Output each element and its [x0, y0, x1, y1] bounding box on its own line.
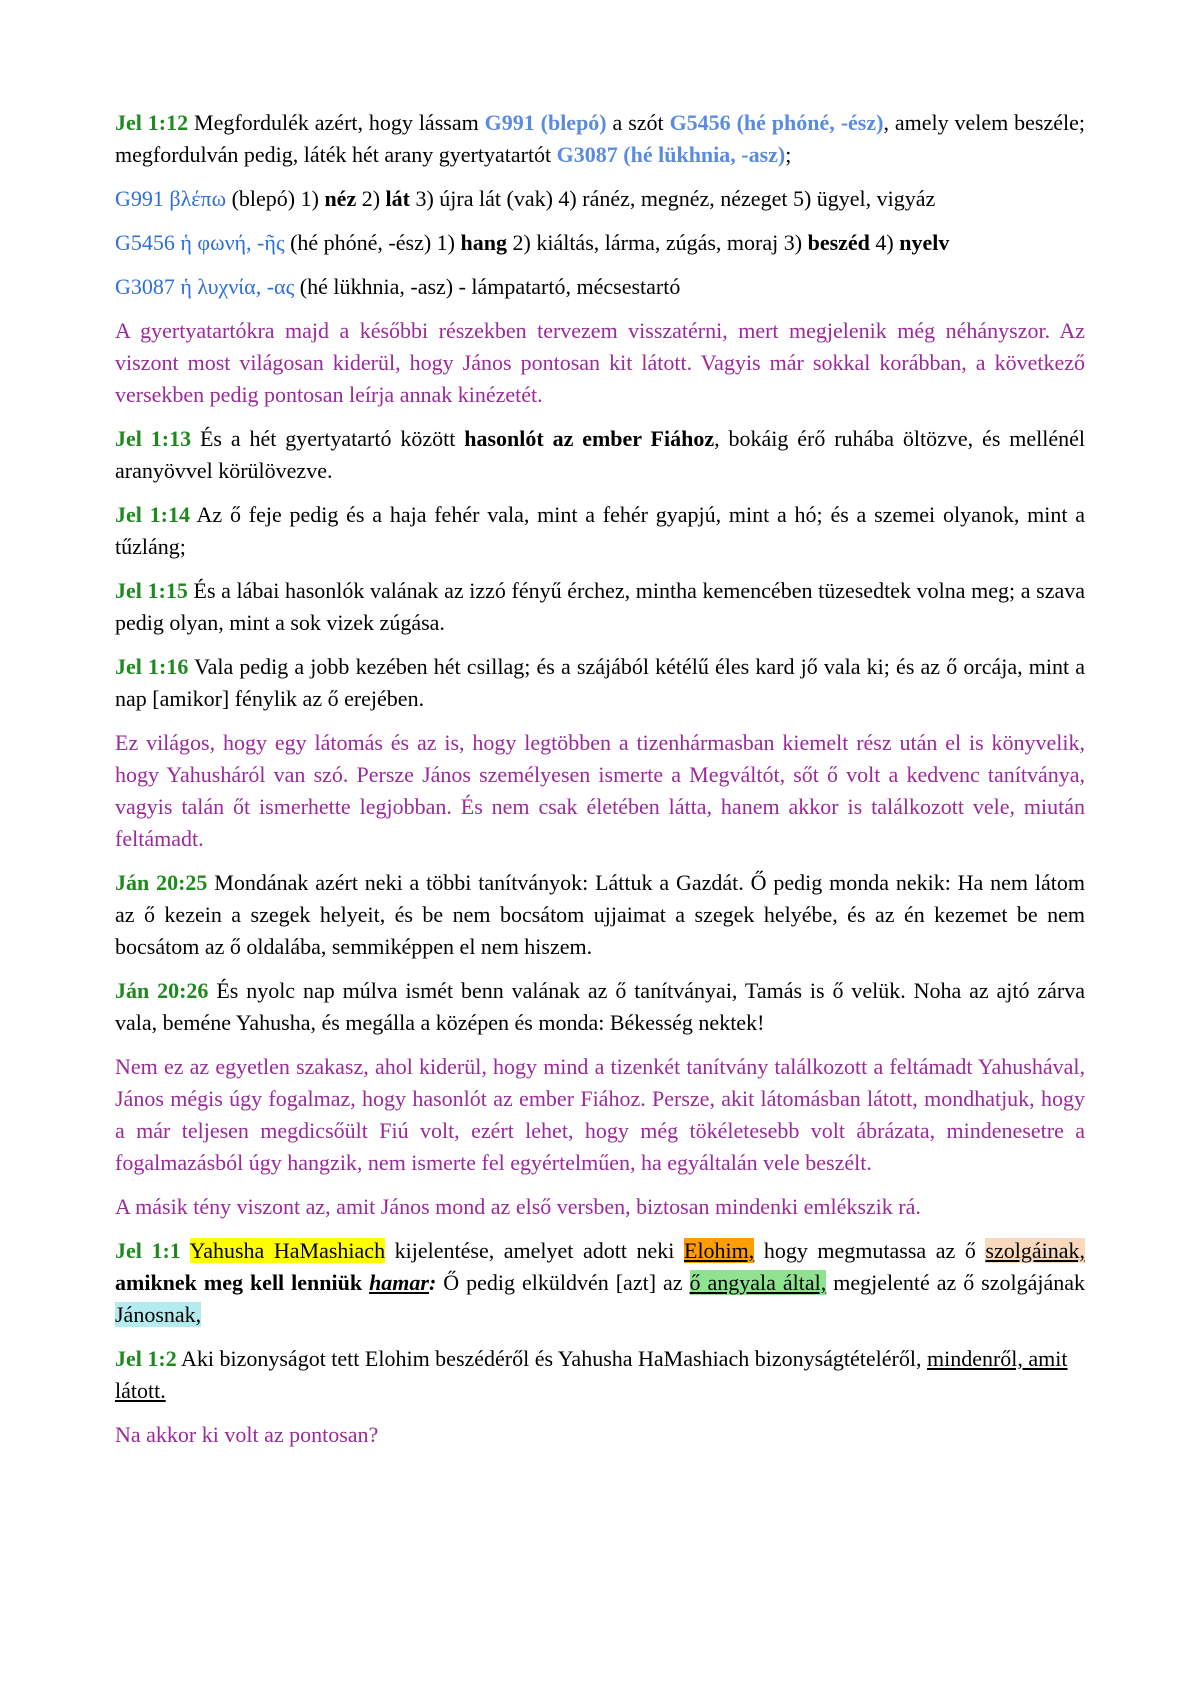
verse-paragraph — [115, 975, 1085, 1039]
verse-text: Vala pedig a jobb kezében hét csillag; és a szájából kétélű éles kard jő vala ki; és az ő orcája, mint a nap [amikor] fénylik az ő erejében. — [115, 654, 1086, 711]
definition-text: (blepó) 1) — [226, 186, 325, 211]
verse-paragraph — [115, 575, 1085, 639]
verse-paragraph — [115, 1343, 1085, 1407]
strongs-reference: G5456 (hé phóné, -ész) — [669, 110, 884, 135]
strongs-reference: G3087 (hé lükhnia, -asz) — [556, 142, 786, 167]
verse-paragraph — [115, 499, 1085, 563]
verse-reference: Jel 1:15 — [115, 578, 188, 603]
verse-paragraph — [115, 423, 1085, 487]
definition-text: 2) — [356, 186, 386, 211]
verse-text: kijelentése, amelyet adott neki — [385, 1238, 684, 1263]
definition-text: 3) újra lát (vak) 4) ránéz, megnéz, nézeget 5) ügyel, vigyáz — [409, 186, 936, 211]
commentary-paragraph: A másik tény viszont az, amit János mond az első versben, biztosan mindenki emlékszik rá. — [115, 1194, 921, 1219]
verse-text: Aki bizonyságot tett Elohim beszédéről és Yahusha HaMashiach bizonyságtételéről, — [176, 1346, 927, 1371]
verse-text: Mondának azért neki a többi tanítványok: Láttuk a Gazdát. Ő pedig monda nekik: Ha nem látom az ő kezein a szegek helyeit, és be nem bocsátom ujjaimat a szegek helyébe, és az én kezemet be nem bocsátom az ő oldalába, semmiképpen el nem hiszem. — [115, 870, 1085, 959]
strongs-code: G991 βλέπω — [115, 186, 227, 211]
lexicon-entry — [115, 271, 1085, 303]
lexicon-entry — [115, 227, 1085, 259]
verse-reference: Ján 20:25 — [115, 870, 208, 895]
verse-reference: Jel 1:14 — [115, 502, 190, 527]
verse-text: És a hét gyertyatartó között — [191, 426, 465, 451]
strongs-code: G3087 ἡ λυχνία, -ας — [115, 274, 295, 299]
verse-text: hogy megmutassa az ő — [754, 1238, 986, 1263]
commentary-paragraph: Nem ez az egyetlen szakasz, ahol kiderül, hogy mind a tizenkét tanítvány találkozott a feltámadt Yahushával, János mégis úgy fogalmaz, hogy hasonlót az ember Fiához. Persze, akit látomásban látott, mondhatjuk, hogy a már teljesen megdicsőült Fiú volt, ezért lehet, hogy még tökéletesebb volt ábrázata, mindenesetre a fogalmazásból úgy hangzik, nem ismerte fel egyértelműen, ha egyáltalán vele beszélt. — [115, 1054, 1085, 1175]
strongs-code: G5456 ἡ φωνή, -ῆς — [115, 230, 285, 255]
definition-text: 4) — [869, 230, 900, 255]
verse-bold-text: : — [428, 1270, 437, 1295]
definition-text: (hé lükhnia, -asz) - lámpatartó, mécsestartó — [294, 274, 681, 299]
definition-bold: nyelv — [899, 230, 950, 255]
verse-reference: Jel 1:13 — [115, 426, 192, 451]
verse-text: És nyolc nap múlva ismét benn valának az ő tanítványai, Tamás is ő velük. Noha az ajtó zárva vala, beméne Yahusha, és megálla a középen és monda: Békesség nektek! — [115, 978, 1085, 1035]
verse-text: a szót — [606, 110, 670, 135]
verse-text: És a lábai hasonlók valának az izzó fényű érchez, mintha kemencében tüzesedtek volna meg; a szava pedig olyan, mint a sok vizek zúgása. — [115, 578, 1086, 635]
lexicon-entry — [115, 183, 1085, 215]
verse-text: , amely velem beszéle; megfordulván pedig, láték hét arany gyertyatartót — [115, 110, 1086, 167]
definition-bold: hang — [460, 230, 507, 255]
verse-text: Ő pedig elküldvén [azt] az — [436, 1270, 690, 1295]
definition-text: 2) kiáltás, lárma, zúgás, moraj 3) — [507, 230, 808, 255]
verse-reference: Ján 20:26 — [115, 978, 209, 1003]
verse-text: ; — [785, 142, 792, 167]
definition-text: (hé phóné, -ész) 1) — [284, 230, 461, 255]
highlight-orange: Elohim, — [684, 1238, 755, 1263]
highlight-green: ő angyala által, — [689, 1270, 827, 1295]
verse-underlined-text: mindenről, amit látott. — [115, 1346, 1068, 1403]
commentary-paragraph: Ez világos, hogy egy látomás és az is, hogy legtöbben a tizenhármasban kiemelt rész után el is könyvelik, hogy Yahusháról van szó. Persze János személyesen ismerte a Megváltót, sőt ő volt a kedvenc tanítványa, vagyis talán őt ismerhette legjobban. És nem csak életében látta, hanem akkor is találkozott vele, miután feltámadt. — [115, 730, 1085, 851]
verse-bold-text: hasonlót az ember Fiához — [464, 426, 715, 451]
highlight-peach: szolgáinak, — [985, 1238, 1086, 1263]
verse-reference: Jel 1:1 — [115, 1238, 181, 1263]
verse-text: megjelenté az ő szolgájának — [826, 1270, 1086, 1295]
commentary-paragraph: Na akkor ki volt az pontosan? — [115, 1422, 379, 1447]
highlight-yellow: Yahusha HaMashiach — [189, 1238, 386, 1263]
verse-bold-italic-text: hamar — [369, 1270, 429, 1295]
verse-reference: Jel 1:2 — [115, 1346, 177, 1371]
verse-paragraph — [115, 1235, 1085, 1331]
definition-bold: beszéd — [807, 230, 870, 255]
verse-paragraph — [115, 651, 1085, 715]
highlight-cyan: Jánosnak, — [115, 1302, 202, 1327]
verse-paragraph — [115, 107, 1085, 171]
verse-reference: Jel 1:12 — [115, 110, 189, 135]
strongs-reference: G991 (blepó) — [484, 110, 607, 135]
verse-text: Az ő feje pedig és a haja fehér vala, mint a fehér gyapjú, mint a hó; és a szemei olyanok, mint a tűzláng; — [115, 502, 1085, 559]
commentary-paragraph: A gyertyatartókra majd a későbbi részekben tervezem visszatérni, mert megjelenik még néhányszor. Az viszont most világosan kiderül, hogy János pontosan kit látott. Vagyis már sokkal korábban, a következő versekben pedig pontosan leírja annak kinézetét. — [115, 318, 1085, 407]
verse-text: Megfordulék azért, hogy lássam — [188, 110, 485, 135]
verse-text: , bokáig érő ruhába öltözve, és mellénél aranyövvel körülövezve. — [115, 426, 1085, 483]
definition-bold: lát — [385, 186, 410, 211]
verse-bold-text: amiknek meg kell lenniük — [115, 1270, 370, 1295]
verse-reference: Jel 1:16 — [115, 654, 189, 679]
verse-paragraph — [115, 867, 1085, 963]
definition-bold: néz — [324, 186, 357, 211]
